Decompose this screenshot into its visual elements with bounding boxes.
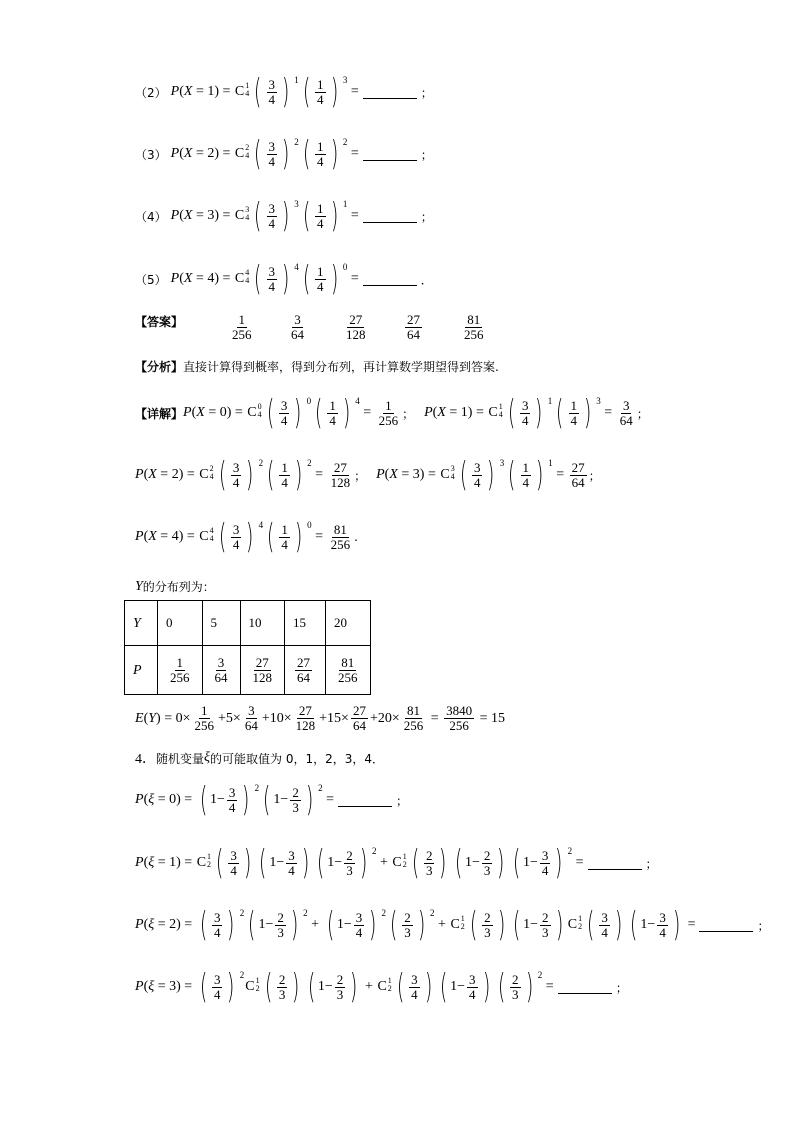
table-cell: [240, 646, 285, 695]
fraction: $\frac{3}{4}$: [411, 971, 418, 1002]
analysis-label: 【分析】: [135, 360, 184, 374]
fraction: $\frac{27}{128}$: [330, 459, 351, 490]
fraction: $\frac{1}{4}$: [317, 76, 324, 107]
fraction: $\frac{1}{4}$: [317, 138, 324, 169]
paren-group: ( $\frac{1}{4}$ ): [267, 455, 303, 495]
fraction: $\frac{27}{128}$: [346, 312, 366, 342]
fraction: $\frac{3}{4}$: [213, 971, 221, 1002]
fraction: $\frac{2}{3}$: [512, 971, 519, 1002]
dist-text: 的分布列为：: [142, 580, 215, 594]
table-cell: [326, 646, 371, 695]
xi-line: P ( ξ = 2) = ( $\frac{3}{4}$ ) 2 ( 1− $\frac{2}{3}$ ) 2 + ( 1− $\frac{3}{4}$ ) 2 ( $\frac{2}{3}$ ) 2 + C 1 2 ( $\frac{2}{3}$ ) ( 1− $\frac{2}{3}$ ) C 1 2 ( $\frac{3}{4}$ ) ( 1− $\frac{3}{4}$ ) = ；: [135, 905, 770, 945]
table-cell: 20: [326, 601, 371, 646]
item-line: （5） P ( X = 4) = C 4 4 ( $\frac{3}{4}$ ) 4 ( $\frac{1}{4}$ ) 0 = ．: [135, 259, 433, 299]
paren-group: ( $\frac{3}{4}$ ): [254, 259, 290, 299]
fraction: $\frac{3}{4}$: [521, 397, 529, 428]
paren-group: ( $\frac{3}{4}$ ): [396, 967, 432, 1007]
paren-group: ( $\frac{1}{4}$ ): [556, 393, 592, 433]
paren-group: ( $\frac{1}{4}$ ): [508, 455, 544, 495]
paren-group: ( 1− $\frac{2}{3}$ ): [263, 780, 314, 820]
dist-title: [135, 578, 215, 595]
fraction: $\frac{1}{256}$: [378, 397, 399, 428]
fraction: $\frac{81}{256}$: [464, 312, 484, 342]
fraction: $\frac{2}{3}$: [404, 909, 411, 940]
paren-group: ( 1− $\frac{2}{3}$ ): [512, 905, 563, 945]
answer-value: [342, 313, 370, 342]
paren-group: ( $\frac{1}{4}$ ): [302, 134, 338, 174]
paren-group: ( $\frac{2}{3}$ ): [497, 967, 533, 1007]
answer-blank: [363, 273, 417, 286]
fraction: $\frac{2}{3}$: [483, 847, 491, 878]
answer-blank: [363, 148, 417, 161]
fraction: $\frac{1}{256}$: [232, 312, 252, 342]
expectation-line: E ( Y ) = 0× $\frac{1}{256}$ + 5× $\frac{3}{64}$ + 10× $\frac{27}{128}$ + 15× $\frac{27}{64}$ + 20× $\frac{81}{256}$ = $\frac{3840}{256}$ = 15: [135, 703, 506, 733]
paren-group: ( $\frac{3}{4}$ ): [254, 134, 290, 174]
answer-blank: [558, 981, 612, 994]
paren-group: ( $\frac{1}{4}$ ): [302, 196, 338, 236]
paren-group: ( $\frac{1}{4}$ ): [315, 393, 351, 433]
fraction: $\frac{1}{256}$: [194, 703, 214, 733]
fraction: $\frac{27}{128}$: [295, 703, 316, 733]
paren-group: ( $\frac{1}{4}$ ): [267, 517, 303, 557]
distribution-table: [124, 600, 371, 695]
combination: C 1 2: [245, 976, 260, 994]
paren-group: ( $\frac{1}{4}$ ): [302, 72, 338, 112]
fraction: $\frac{3}{4}$: [659, 909, 666, 940]
paren-group: ( $\frac{1}{4}$ ): [302, 259, 338, 299]
answer-blank: [588, 857, 642, 870]
paren-group: ( 1− $\frac{2}{3}$ ): [317, 843, 367, 883]
fraction: $\frac{27}{64}$: [407, 312, 420, 342]
table-cell: [202, 646, 240, 695]
paren-group: ( 1− $\frac{3}{4}$ ): [630, 905, 681, 945]
answer-blank: [338, 794, 392, 807]
q4-number: 4．: [135, 752, 156, 767]
fraction: $\frac{2}{3}$: [278, 971, 286, 1002]
combination: C 2 4: [234, 143, 250, 161]
combination: C 3 4: [440, 464, 455, 482]
fraction: $\frac{3}{4}$: [232, 459, 240, 490]
combination: C 1 2: [392, 852, 407, 870]
fraction: $\frac{3}{4}$: [355, 909, 363, 940]
q4-var: ξ: [204, 750, 211, 765]
paren-group: ( $\frac{3}{4}$ ): [199, 967, 235, 1007]
fraction: $\frac{3}{4}$: [280, 397, 288, 428]
fraction: $\frac{27}{64}$: [352, 703, 366, 733]
fraction: $\frac{3840}{256}$: [446, 703, 473, 733]
fraction: $\frac{3}{4}$: [473, 459, 481, 490]
fraction: $\frac{1}{4}$: [281, 521, 288, 552]
table-cell: Y: [125, 601, 158, 646]
answer-value: [287, 313, 308, 342]
fraction: $\frac{1}{256}$: [170, 654, 190, 685]
answer-blank: [363, 210, 417, 223]
paren-group: ( 1− $\frac{3}{4}$ ): [326, 905, 377, 945]
paren-group: ( $\frac{3}{4}$ ): [254, 72, 290, 112]
fraction: $\frac{81}{256}$: [338, 654, 358, 685]
table-cell: 5: [202, 601, 240, 646]
paren-group: ( 1− $\frac{3}{4}$ ): [512, 843, 563, 883]
answer-row: [135, 313, 183, 330]
detail-line: P ( X = 2) = C 2 4 ( $\frac{3}{4}$ ) 2 ( $\frac{1}{4}$ ) 2 = $\frac{27}{128}$ ； P ( X = 3) = C 3 4 ( $\frac{3}{4}$ ) 3 ( $\frac{1}{4}$ ) 1 = $\frac{27}{64}$ ；: [135, 455, 601, 495]
combination: C 1 2: [196, 852, 212, 870]
fraction: $\frac{3}{4}$: [213, 909, 221, 940]
answer-blank: [363, 86, 417, 99]
fraction: $\frac{3}{4}$: [232, 521, 240, 552]
combination: C 4 4: [199, 526, 214, 544]
fraction: $\frac{1}{4}$: [522, 459, 529, 490]
fraction: $\frac{81}{256}$: [330, 521, 351, 552]
paren-group: ( $\frac{2}{3}$ ): [411, 843, 447, 883]
fraction: $\frac{3}{64}$: [244, 703, 258, 733]
combination: C 1 2: [567, 914, 583, 932]
fraction: $\frac{1}{4}$: [570, 397, 578, 428]
fraction: $\frac{3}{64}$: [214, 654, 228, 685]
paren-group: ( 1− $\frac{2}{3}$ ): [248, 905, 299, 945]
fraction: $\frac{3}{4}$: [228, 784, 236, 815]
fraction: $\frac{3}{4}$: [230, 847, 237, 878]
fraction: $\frac{3}{64}$: [619, 397, 633, 428]
q4-text-a: 随机变量: [156, 751, 205, 766]
fraction: $\frac{3}{4}$: [268, 200, 276, 231]
fraction: $\frac{2}{3}$: [542, 909, 549, 940]
answer-label: 【答案】: [135, 315, 184, 329]
paren-group: ( 1− $\frac{3}{4}$ ): [199, 780, 250, 820]
xi-line: P ( ξ = 1) = C 1 2 ( $\frac{3}{4}$ ) ( 1− $\frac{3}{4}$ ) ( 1− $\frac{2}{3}$ ) 2 + C 1 2 ( $\frac{2}{3}$ ) ( 1− $\frac{2}{3}$ ) ( 1− $\frac{3}{4}$ ) 2 = ；: [135, 843, 658, 883]
fraction: $\frac{27}{128}$: [252, 654, 272, 685]
paren-group: ( 1− $\frac{2}{3}$ ): [307, 967, 358, 1007]
paren-group: ( 1− $\frac{3}{4}$ ): [439, 967, 490, 1007]
answer-value: [403, 313, 424, 342]
paren-group: ( $\frac{3}{4}$ ): [459, 455, 495, 495]
fraction: $\frac{2}{3}$: [277, 909, 284, 940]
combination: C 1 2: [450, 914, 465, 932]
fraction: $\frac{3}{4}$: [469, 971, 476, 1002]
table-cell: 0: [158, 601, 203, 646]
combination: C 2 4: [199, 464, 214, 482]
table-cell: P: [125, 646, 158, 695]
table-cell: 15: [285, 601, 326, 646]
fraction: $\frac{1}{4}$: [281, 459, 288, 490]
fraction: $\frac{2}{3}$: [292, 784, 299, 815]
answer-blank: [699, 919, 753, 932]
paren-group: ( $\frac{3}{4}$ ): [218, 517, 254, 557]
combination: C 4 4: [234, 268, 250, 286]
table-row: [125, 646, 371, 695]
q4-line: [135, 748, 384, 768]
table-cell: [158, 646, 203, 695]
paren-group: ( $\frac{2}{3}$ ): [264, 967, 300, 1007]
fraction: $\frac{3}{4}$: [268, 138, 276, 169]
fraction: $\frac{2}{3}$: [425, 847, 433, 878]
xi-line: P ( ξ = 0) = ( 1− $\frac{3}{4}$ ) 2 ( 1− $\frac{2}{3}$ ) 2 = ；: [135, 780, 408, 820]
item-line: （2） P ( X = 1) = C 1 4 ( $\frac{3}{4}$ ) 1 ( $\frac{1}{4}$ ) 3 = ；: [135, 72, 433, 112]
fraction: $\frac{3}{64}$: [291, 312, 304, 342]
fraction: $\frac{1}{4}$: [317, 200, 324, 231]
detail-line: 【详解】 P ( X = 0) = C 0 4 ( $\frac{3}{4}$ ) 0 ( $\frac{1}{4}$ ) 4 = $\frac{1}{256}$ ； P ( X = 1) = C 1 4 ( $\frac{3}{4}$ ) 1 ( $\frac{1}{4}$ ) 3 = $\frac{3}{64}$ ；: [135, 393, 649, 433]
fraction: $\frac{1}{4}$: [317, 263, 324, 294]
paren-group: ( $\frac{3}{4}$ ): [218, 455, 254, 495]
paren-group: ( $\frac{3}{4}$ ): [254, 196, 290, 236]
table-cell: 10: [240, 601, 285, 646]
paren-group: ( $\frac{3}{4}$ ): [199, 905, 235, 945]
fraction: $\frac{27}{64}$: [571, 459, 585, 490]
item-line: （4） P ( X = 3) = C 3 4 ( $\frac{3}{4}$ ) 3 ( $\frac{1}{4}$ ) 1 = ；: [135, 196, 433, 236]
fraction: $\frac{3}{4}$: [268, 263, 276, 294]
fraction: $\frac{2}{3}$: [484, 909, 491, 940]
fraction: $\frac{27}{64}$: [297, 654, 310, 685]
combination: C 3 4: [234, 205, 250, 223]
paren-group: ( 1− $\frac{2}{3}$ ): [454, 843, 505, 883]
combination: C 1 4: [234, 81, 250, 99]
table-cell: [285, 646, 326, 695]
fraction: $\frac{1}{4}$: [329, 397, 336, 428]
fraction: $\frac{3}{4}$: [541, 847, 549, 878]
fraction: $\frac{2}{3}$: [336, 971, 344, 1002]
fraction: $\frac{3}{4}$: [601, 909, 608, 940]
fraction: $\frac{3}{4}$: [268, 76, 276, 107]
answer-value: [228, 313, 256, 342]
paren-group: ( $\frac{3}{4}$ ): [266, 393, 302, 433]
xi-line: P ( ξ = 3) = ( $\frac{3}{4}$ ) 2 C 1 2 ( $\frac{2}{3}$ ) ( 1− $\frac{2}{3}$ ) + C 1 2 ( $\frac{3}{4}$ ) ( 1− $\frac{3}{4}$ ) ( $\frac{2}{3}$ ) 2 = ；: [135, 967, 628, 1007]
combination: C 1 4: [488, 402, 503, 420]
q4-text-b: 的可能取值为 0，1，2，3，4．: [210, 751, 385, 766]
fraction: $\frac{3}{4}$: [288, 847, 295, 878]
combination: C 0 4: [247, 402, 262, 420]
paren-group: ( $\frac{3}{4}$ ): [216, 843, 252, 883]
item-line: （3） P ( X = 2) = C 2 4 ( $\frac{3}{4}$ ) 2 ( $\frac{1}{4}$ ) 2 = ；: [135, 134, 433, 174]
detail-line: P ( X = 4) = C 4 4 ( $\frac{3}{4}$ ) 4 ( $\frac{1}{4}$ ) 0 = $\frac{81}{256}$ .: [135, 517, 358, 557]
paren-group: ( $\frac{3}{4}$ ): [507, 393, 543, 433]
analysis-line: [135, 358, 499, 375]
fraction: $\frac{2}{3}$: [346, 847, 353, 878]
paren-group: ( $\frac{2}{3}$ ): [390, 905, 426, 945]
paren-group: ( 1− $\frac{3}{4}$ ): [259, 843, 310, 883]
combination: C 1 2: [377, 976, 392, 994]
table-row: [125, 601, 371, 646]
analysis-text: 直接计算得到概率，得到分布列，再计算数学期望得到答案.: [183, 360, 499, 374]
fraction: $\frac{81}{256}$: [403, 703, 424, 733]
paren-group: ( $\frac{3}{4}$ ): [587, 905, 623, 945]
dist-var: Y: [135, 578, 143, 594]
paren-group: ( $\frac{2}{3}$ ): [469, 905, 505, 945]
answer-value: [460, 313, 488, 342]
